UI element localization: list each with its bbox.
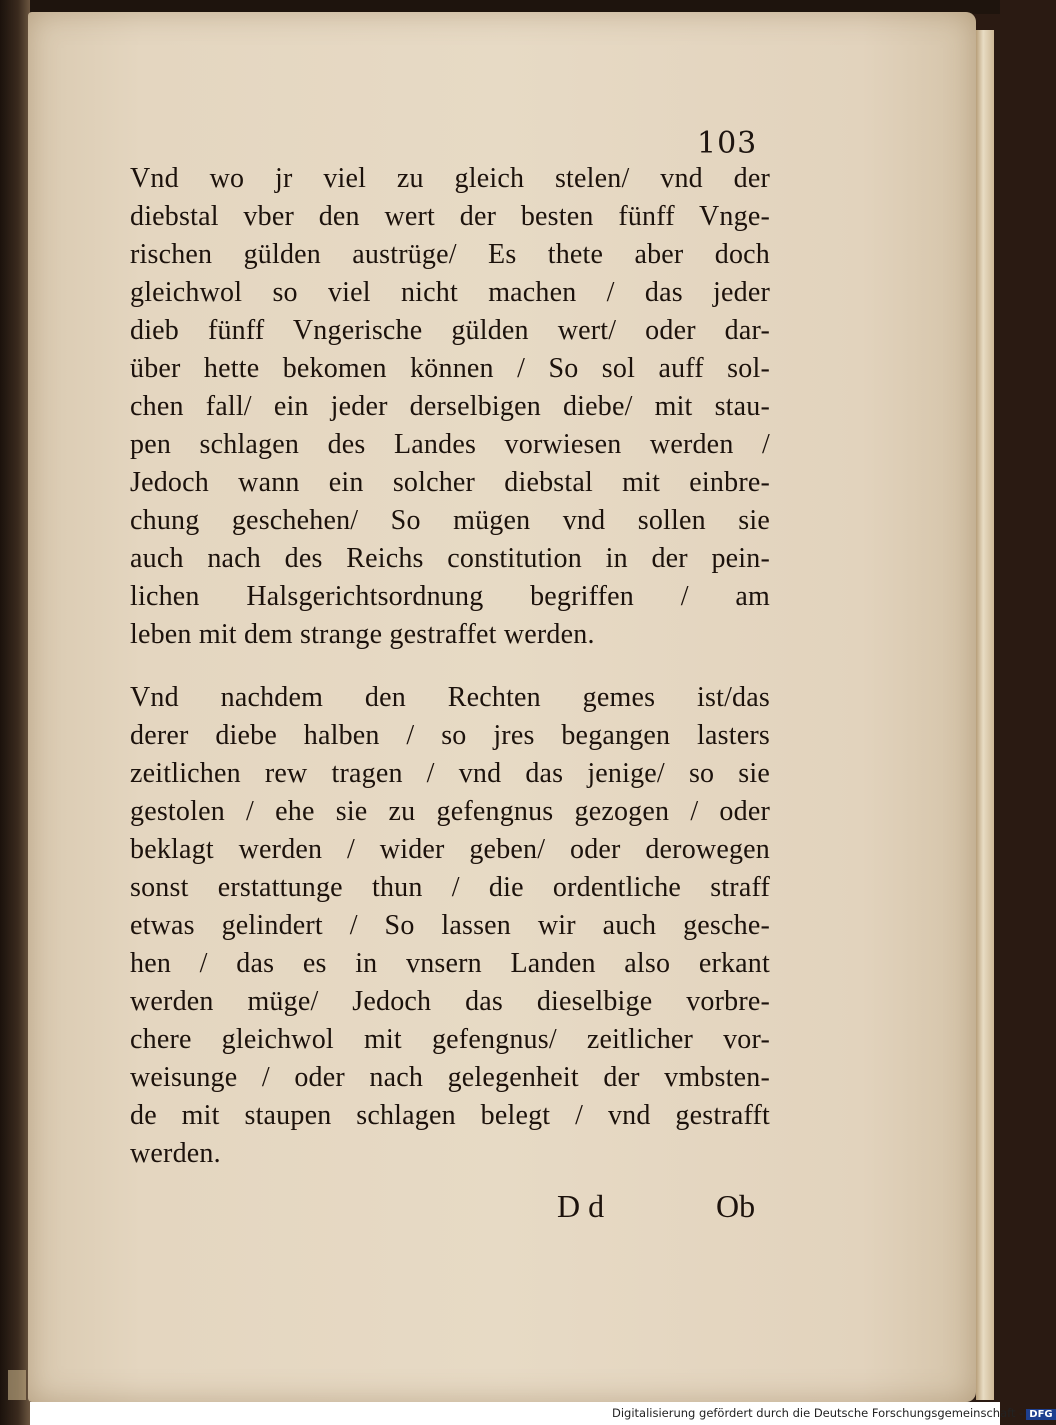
text-line: etwas gelindert / So lassen wir auch gesche- [130,910,770,941]
signature-mark: D d [557,1188,605,1224]
text-line: weisunge / oder nach gelegenheit der vmbsten- [130,1062,770,1093]
text-line: Vnd nachdem den Rechten gemes ist/das [130,682,770,713]
page-edge [976,30,994,1400]
text-line: auch nach des Reichs constitution in der pein- [130,543,770,574]
text-line: chere gleichwol mit gefengnus/ zeitlicher vor- [130,1024,770,1055]
dfg-logo-icon: DFG [1026,1409,1055,1420]
text-line: leben mit dem strange gestraffet werden. [130,619,595,650]
text-line: Jedoch wann ein solcher diebstal mit einbre- [130,467,770,498]
text-line: chen fall/ ein jeder derselbigen diebe/ mit stau- [130,391,770,422]
text-line: chung geschehen/ So mügen vnd sollen sie [130,505,770,536]
text-line: derer diebe halben / so jres begangen lasters [130,720,770,751]
ruler-mark [8,1370,26,1400]
text-line: werden. [130,1138,221,1169]
text-line: de mit staupen schlagen belegt / vnd gestrafft [130,1100,770,1131]
text-line: beklagt werden / wider geben/ oder derowegen [130,834,770,865]
text-line: zeitlichen rew tragen / vnd das jenige/ so sie [130,758,770,789]
text-line: diebstal vber den wert der besten fünff Vnge- [130,201,770,232]
page-number: 103 [697,126,758,161]
text-line: rischen gülden austrüge/ Es thete aber doch [130,239,770,270]
text-line: werden müge/ Jedoch das dieselbige vorbre- [130,986,770,1017]
paragraph-2 [130,679,770,1173]
catchword: Ob [716,1188,756,1224]
text-line: über hette bekomen können / So sol auff sol- [130,353,770,384]
scan-left-border [0,0,30,1425]
credit-text: Digitalisierung gefördert durch die Deutsche Forschungsgemeinschaft - [612,1406,1024,1420]
text-line: hen / das es in vnsern Landen also erkant [130,948,770,979]
digitization-credit [612,1406,1056,1420]
text-line: Vnd wo jr viel zu gleich stelen/ vnd der [130,163,770,194]
text-line: dieb fünff Vngerische gülden wert/ oder dar- [130,315,770,346]
text-line: gleichwol so viel nicht machen / das jeder [130,277,770,308]
paragraph-1 [130,160,770,654]
text-line: lichen Halsgerichtsordnung begriffen / am [130,581,770,612]
text-line: sonst erstattunge thun / die ordentliche straff [130,872,770,903]
text-line: pen schlagen des Landes vorwiesen werden / [130,429,770,460]
text-line: gestolen / ehe sie zu gefengnus gezogen / oder [130,796,770,827]
